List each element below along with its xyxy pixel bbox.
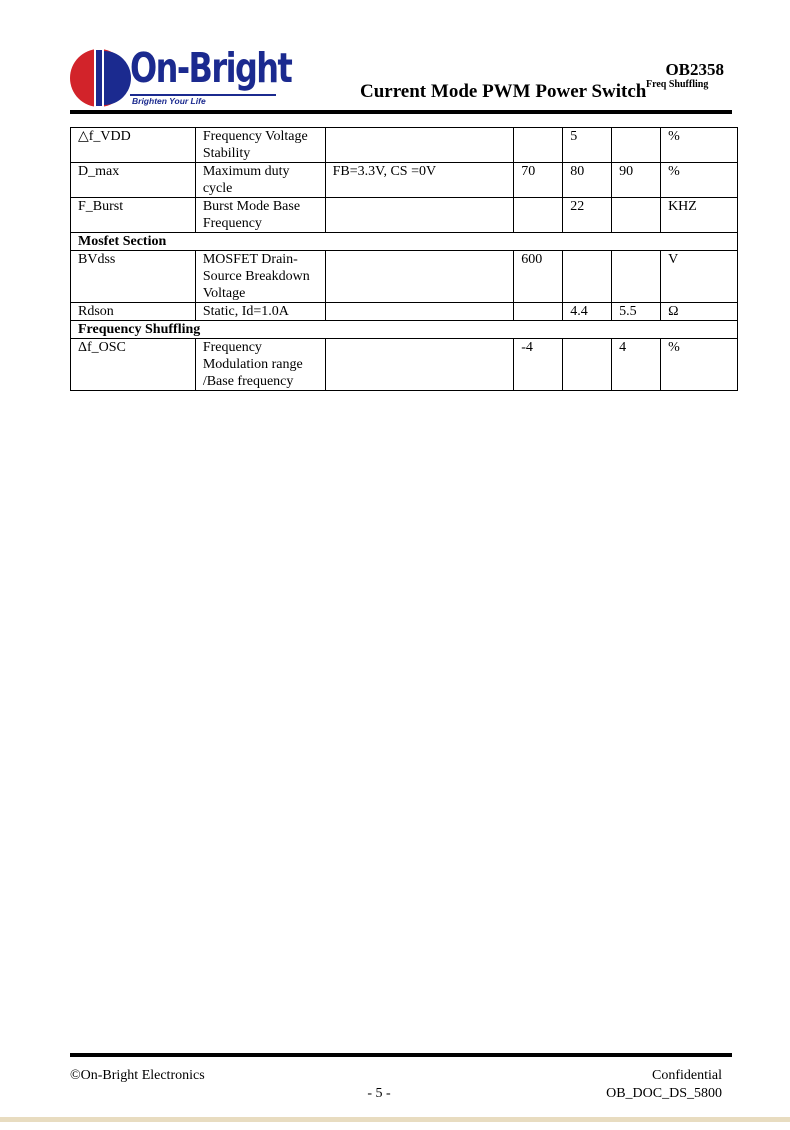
cell-typ: 22	[563, 198, 612, 233]
cell-unit: KHZ	[661, 198, 738, 233]
document-subtitle: Freq Shuffling	[646, 79, 709, 90]
section-title: Mosfet Section	[71, 233, 738, 251]
footer-confidential: Confidential	[652, 1068, 722, 1083]
cell-condition	[325, 198, 514, 233]
cell-min: 600	[514, 251, 563, 303]
cell-symbol: △f_VDD	[71, 128, 196, 163]
cell-unit: %	[661, 339, 738, 391]
cell-symbol: F_Burst	[71, 198, 196, 233]
spec-table	[70, 127, 738, 391]
part-number: OB2358	[665, 60, 724, 79]
cell-unit: %	[661, 128, 738, 163]
table-row	[71, 339, 738, 391]
table-row	[71, 128, 738, 163]
cell-min	[514, 198, 563, 233]
page-header	[70, 44, 732, 114]
cell-unit: Ω	[661, 303, 738, 321]
table-row	[71, 303, 738, 321]
brand-name: On-Bright	[130, 44, 292, 92]
spec-table-body	[71, 128, 738, 391]
footer-doc-id: OB_DOC_DS_5800	[606, 1086, 722, 1101]
cell-symbol: Rdson	[71, 303, 196, 321]
section-row	[71, 233, 738, 251]
cell-unit: %	[661, 163, 738, 198]
table-row	[71, 198, 738, 233]
cell-min	[514, 303, 563, 321]
header-rule	[70, 110, 732, 114]
cell-max	[612, 128, 661, 163]
cell-parameter: MOSFET Drain-Source Breakdown Voltage	[195, 251, 325, 303]
section-row	[71, 321, 738, 339]
cell-condition	[325, 339, 514, 391]
cell-condition	[325, 251, 514, 303]
cell-condition: FB=3.3V, CS =0V	[325, 163, 514, 198]
cell-typ: 80	[563, 163, 612, 198]
cell-parameter: Burst Mode Base Frequency	[195, 198, 325, 233]
cell-min: 70	[514, 163, 563, 198]
cell-condition	[325, 128, 514, 163]
footer-rule	[70, 1053, 732, 1057]
cell-min	[514, 128, 563, 163]
cell-typ	[563, 339, 612, 391]
page-bottom-band	[0, 1117, 790, 1122]
cell-parameter: Maximum duty cycle	[195, 163, 325, 198]
cell-parameter: Frequency Modulation range /Base frequency	[195, 339, 325, 391]
cell-max	[612, 251, 661, 303]
cell-typ: 5	[563, 128, 612, 163]
cell-max	[612, 198, 661, 233]
cell-max: 90	[612, 163, 661, 198]
cell-typ	[563, 251, 612, 303]
cell-symbol: BVdss	[71, 251, 196, 303]
cell-unit: V	[661, 251, 738, 303]
cell-parameter: Frequency Voltage Stability	[195, 128, 325, 163]
brand-tagline: Brighten Your Life	[132, 96, 206, 106]
footer-copyright: ©On-Bright Electronics	[70, 1068, 205, 1083]
cell-symbol: D_max	[71, 163, 196, 198]
page-number: - 5 -	[367, 1086, 391, 1101]
cell-typ: 4.4	[563, 303, 612, 321]
section-title: Frequency Shuffling	[71, 321, 738, 339]
cell-condition	[325, 303, 514, 321]
cell-symbol: Δf_OSC	[71, 339, 196, 391]
table-row	[71, 251, 738, 303]
document-title: Current Mode PWM Power Switch	[360, 81, 647, 102]
cell-min: -4	[514, 339, 563, 391]
cell-max: 4	[612, 339, 661, 391]
cell-max: 5.5	[612, 303, 661, 321]
table-row	[71, 163, 738, 198]
cell-parameter: Static, Id=1.0A	[195, 303, 325, 321]
